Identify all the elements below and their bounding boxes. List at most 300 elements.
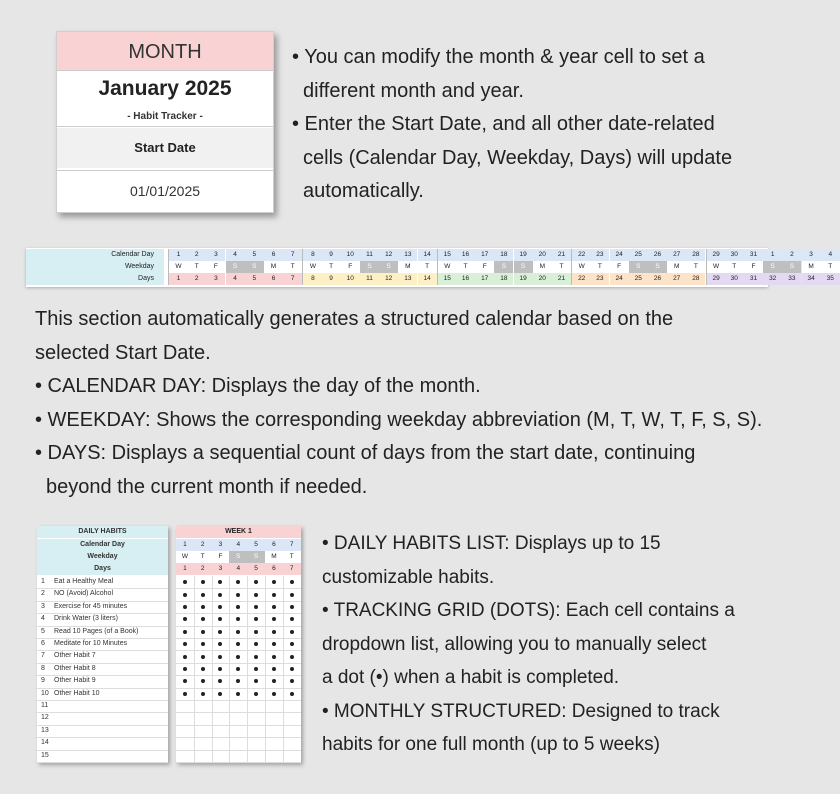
tracking-cell[interactable] bbox=[176, 675, 194, 687]
tracking-cell[interactable] bbox=[194, 712, 212, 724]
strip-weekday: S bbox=[245, 261, 264, 273]
habit-row[interactable] bbox=[37, 712, 168, 725]
tracking-cell[interactable] bbox=[212, 588, 230, 600]
tracking-cell[interactable] bbox=[194, 613, 212, 625]
tracking-cell[interactable] bbox=[212, 712, 230, 724]
strip-calendar-day: 15 bbox=[437, 249, 457, 261]
tracking-cell[interactable] bbox=[265, 750, 283, 762]
habit-row[interactable] bbox=[37, 700, 168, 713]
strip-day: 21 bbox=[552, 273, 571, 285]
grid-day: 5 bbox=[247, 563, 265, 575]
tracking-cell[interactable] bbox=[176, 750, 194, 762]
tracking-cell[interactable] bbox=[265, 588, 283, 600]
tracking-cell[interactable] bbox=[212, 725, 230, 737]
month-year-cell[interactable]: January 2025 bbox=[98, 77, 232, 100]
strip-calendar-day: 9 bbox=[322, 249, 341, 261]
tracking-cell[interactable] bbox=[229, 712, 247, 724]
strip-day: 5 bbox=[245, 273, 264, 285]
habit-number: 10 bbox=[41, 689, 49, 697]
habit-name[interactable]: Drink Water (3 liters) bbox=[54, 615, 118, 623]
grid-day: 1 bbox=[176, 563, 194, 575]
tracking-cell[interactable] bbox=[247, 700, 265, 712]
tracking-cell[interactable] bbox=[176, 638, 194, 650]
strip-day: 6 bbox=[264, 273, 283, 285]
habit-row[interactable] bbox=[37, 750, 168, 763]
strip-calendar-day: 4 bbox=[226, 249, 245, 261]
completion-dot bbox=[236, 630, 240, 634]
daily-habits-title: DAILY HABITS bbox=[37, 526, 168, 538]
instruction-line: • DAILY HABITS LIST: Displays up to 15 bbox=[322, 533, 661, 554]
strip-day: 2 bbox=[187, 273, 206, 285]
habit-row[interactable] bbox=[37, 737, 168, 750]
completion-dot bbox=[201, 655, 205, 659]
tracking-cell[interactable] bbox=[212, 737, 230, 749]
habits-calendar-day-label: Calendar Day bbox=[37, 539, 168, 551]
tracking-cell[interactable] bbox=[265, 675, 283, 687]
tracking-cell[interactable] bbox=[212, 576, 230, 588]
tracking-cell[interactable] bbox=[194, 700, 212, 712]
tracking-cell[interactable] bbox=[265, 688, 283, 700]
tracking-cell[interactable] bbox=[176, 700, 194, 712]
strip-calendar-day: 27 bbox=[667, 249, 686, 261]
tracking-cell[interactable] bbox=[247, 601, 265, 613]
grid-calendar-day: 4 bbox=[229, 539, 247, 551]
habit-name[interactable]: Other Habit 8 bbox=[54, 664, 96, 672]
habits-days-label: Days bbox=[37, 563, 168, 575]
strip-calendar-day: 8 bbox=[302, 249, 322, 261]
tracking-cell[interactable] bbox=[265, 737, 283, 749]
habit-row[interactable] bbox=[37, 675, 168, 688]
habit-number: 4 bbox=[41, 615, 45, 623]
tracking-cell[interactable] bbox=[229, 601, 247, 613]
tracking-cell[interactable] bbox=[247, 626, 265, 638]
strip-calendar-day: 17 bbox=[475, 249, 494, 261]
tracking-cell[interactable] bbox=[283, 601, 301, 613]
completion-dot bbox=[183, 593, 187, 597]
strip-calendar-day: 16 bbox=[456, 249, 475, 261]
week-header: WEEK 1 bbox=[176, 526, 301, 538]
completion-dot bbox=[254, 630, 258, 634]
tracking-cell[interactable] bbox=[194, 601, 212, 613]
instruction-line: different month and year. bbox=[303, 79, 524, 102]
completion-dot bbox=[201, 630, 205, 634]
strip-calendar-day: 6 bbox=[264, 249, 283, 261]
tracking-cell[interactable] bbox=[176, 613, 194, 625]
tracking-cell[interactable] bbox=[265, 626, 283, 638]
tracking-cell[interactable] bbox=[265, 576, 283, 588]
grid-calendar-day: 2 bbox=[194, 539, 212, 551]
start-date-input[interactable]: 01/01/2025 bbox=[57, 170, 273, 211]
grid-weekday: T bbox=[283, 551, 301, 563]
habit-tracker-subtitle: - Habit Tracker - bbox=[57, 108, 273, 127]
strip-day: 20 bbox=[533, 273, 552, 285]
strip-weekday: M bbox=[398, 261, 417, 273]
habit-number: 7 bbox=[41, 652, 45, 660]
habit-name[interactable]: Other Habit 9 bbox=[54, 677, 96, 685]
completion-dot bbox=[183, 692, 187, 696]
completion-dot bbox=[254, 617, 258, 621]
grid-weekday: W bbox=[176, 551, 194, 563]
strip-weekday: S bbox=[629, 261, 648, 273]
completion-dot bbox=[272, 667, 276, 671]
strip-calendar-day: 4 bbox=[821, 249, 840, 261]
tracking-cell[interactable] bbox=[212, 613, 230, 625]
strip-weekday: W bbox=[437, 261, 457, 273]
strip-calendar-day: 28 bbox=[686, 249, 705, 261]
strip-day: 10 bbox=[341, 273, 360, 285]
tracking-cell[interactable] bbox=[247, 663, 265, 675]
tracking-cell[interactable] bbox=[212, 688, 230, 700]
strip-weekday: T bbox=[821, 261, 840, 273]
description-line: • WEEKDAY: Shows the corresponding weekday abbreviation (M, T, W, T, F, S, S). bbox=[35, 408, 763, 431]
completion-dot bbox=[290, 593, 294, 597]
tracking-cell[interactable] bbox=[283, 700, 301, 712]
tracking-cell[interactable] bbox=[212, 675, 230, 687]
strip-calendar-day: 11 bbox=[360, 249, 379, 261]
completion-dot bbox=[183, 679, 187, 683]
tracking-cell[interactable] bbox=[265, 700, 283, 712]
tracking-cell[interactable] bbox=[283, 626, 301, 638]
tracking-cell[interactable] bbox=[194, 663, 212, 675]
tracking-cell[interactable] bbox=[283, 638, 301, 650]
habit-row[interactable] bbox=[37, 576, 168, 589]
completion-dot bbox=[236, 692, 240, 696]
completion-dot bbox=[254, 605, 258, 609]
strip-weekday: T bbox=[590, 261, 609, 273]
completion-dot bbox=[218, 580, 222, 584]
tracking-cell[interactable] bbox=[265, 638, 283, 650]
tracking-cell[interactable] bbox=[229, 737, 247, 749]
tracking-cell[interactable] bbox=[176, 688, 194, 700]
strip-calendar-day: 3 bbox=[802, 249, 821, 261]
tracking-cell[interactable] bbox=[176, 725, 194, 737]
strip-day: 27 bbox=[667, 273, 686, 285]
strip-weekday: F bbox=[206, 261, 225, 273]
strip-day: 30 bbox=[725, 273, 744, 285]
instruction-line: • TRACKING GRID (DOTS): Each cell contains a bbox=[322, 600, 735, 621]
completion-dot bbox=[290, 667, 294, 671]
tracking-cell[interactable] bbox=[283, 675, 301, 687]
tracking-cell[interactable] bbox=[283, 588, 301, 600]
habit-number: 9 bbox=[41, 677, 45, 685]
tracking-cell[interactable] bbox=[247, 675, 265, 687]
strip-calendar-day: 1 bbox=[763, 249, 782, 261]
tracking-cell[interactable] bbox=[194, 737, 212, 749]
tracking-cell[interactable] bbox=[247, 613, 265, 625]
tracking-cell[interactable] bbox=[283, 576, 301, 588]
instruction-line: cells (Calendar Day, Weekday, Days) will update bbox=[303, 146, 733, 169]
grid-day: 6 bbox=[265, 563, 283, 575]
strip-calendar-day: 3 bbox=[206, 249, 225, 261]
habit-row[interactable] bbox=[37, 663, 168, 676]
completion-dot bbox=[290, 630, 294, 634]
strip-day: 16 bbox=[456, 273, 475, 285]
completion-dot bbox=[272, 655, 276, 659]
strip-calendar-day: 2 bbox=[782, 249, 801, 261]
tracking-cell[interactable] bbox=[194, 626, 212, 638]
strip-day: 12 bbox=[379, 273, 398, 285]
tracking-cell[interactable] bbox=[283, 688, 301, 700]
tracking-cell[interactable] bbox=[283, 725, 301, 737]
tracking-cell[interactable] bbox=[247, 588, 265, 600]
completion-dot bbox=[183, 580, 187, 584]
tracking-cell[interactable] bbox=[283, 663, 301, 675]
habit-name[interactable]: Eat a Healthy Meal bbox=[54, 578, 114, 585]
instruction-line: dropdown list, allowing you to manually select bbox=[322, 633, 707, 655]
habit-name[interactable]: NO (Avoid) Alcohol bbox=[54, 590, 114, 598]
grid-weekday: M bbox=[265, 551, 283, 563]
tracking-cell[interactable] bbox=[212, 663, 230, 675]
tracking-cell[interactable] bbox=[194, 638, 212, 650]
completion-dot bbox=[254, 593, 258, 597]
habit-number: 14 bbox=[41, 739, 49, 747]
completion-dot bbox=[201, 679, 205, 683]
tracking-cell[interactable] bbox=[265, 725, 283, 737]
strip-weekday: M bbox=[802, 261, 821, 273]
description-line: • CALENDAR DAY: Displays the day of the month. bbox=[35, 375, 481, 397]
tracking-cell[interactable] bbox=[265, 650, 283, 662]
tracking-cell[interactable] bbox=[247, 712, 265, 724]
strip-day: 17 bbox=[475, 273, 494, 285]
completion-dot bbox=[254, 692, 258, 696]
strip-day: 34 bbox=[802, 273, 821, 285]
completion-dot bbox=[290, 617, 294, 621]
completion-dot bbox=[254, 580, 258, 584]
grid-calendar-day: 5 bbox=[247, 539, 265, 551]
strip-weekday: F bbox=[341, 261, 360, 273]
strip-day: 33 bbox=[782, 273, 801, 285]
habit-name[interactable]: Other Habit 10 bbox=[54, 689, 100, 697]
tracking-cell[interactable] bbox=[247, 650, 265, 662]
tracking-cell[interactable] bbox=[283, 737, 301, 749]
habit-number: 1 bbox=[41, 578, 45, 585]
start-date-label: Start Date bbox=[57, 128, 273, 168]
tracking-cell[interactable] bbox=[229, 750, 247, 762]
completion-dot bbox=[236, 593, 240, 597]
tracking-cell[interactable] bbox=[176, 712, 194, 724]
strip-weekday: F bbox=[744, 261, 763, 273]
tracking-cell[interactable] bbox=[247, 737, 265, 749]
completion-dot bbox=[254, 642, 258, 646]
habits-weekday-label: Weekday bbox=[37, 551, 168, 563]
strip-weekday: T bbox=[725, 261, 744, 273]
strip-day: 31 bbox=[744, 273, 763, 285]
month-card bbox=[56, 31, 274, 213]
tracking-cell[interactable] bbox=[229, 663, 247, 675]
completion-dot bbox=[201, 605, 205, 609]
daily-habits-list bbox=[37, 526, 168, 763]
tracking-cell[interactable] bbox=[194, 688, 212, 700]
description-line: • DAYS: Displays a sequential count of days from the start date, continuing bbox=[35, 442, 696, 464]
habit-name[interactable]: Exercise for 45 minutes bbox=[54, 602, 128, 610]
tracking-cell[interactable] bbox=[247, 725, 265, 737]
tracking-cell[interactable] bbox=[229, 725, 247, 737]
tracking-cell[interactable] bbox=[247, 688, 265, 700]
strip-weekday: T bbox=[456, 261, 475, 273]
tracking-cell[interactable] bbox=[283, 650, 301, 662]
tracking-cell[interactable] bbox=[229, 613, 247, 625]
completion-dot bbox=[218, 655, 222, 659]
habit-number: 5 bbox=[41, 627, 45, 635]
strip-day: 14 bbox=[418, 273, 437, 285]
strip-weekday: S bbox=[648, 261, 667, 273]
tracking-cell[interactable] bbox=[247, 576, 265, 588]
strip-weekday: W bbox=[302, 261, 322, 273]
habit-name[interactable]: Meditate for 10 Minutes bbox=[54, 640, 128, 647]
tracking-cell[interactable] bbox=[229, 638, 247, 650]
strip-day: 22 bbox=[571, 273, 591, 285]
tracking-cell[interactable] bbox=[283, 712, 301, 724]
tracking-cell[interactable] bbox=[212, 650, 230, 662]
strip-calendar-day: 7 bbox=[283, 249, 302, 261]
strip-weekday: M bbox=[533, 261, 552, 273]
strip-day: 32 bbox=[763, 273, 782, 285]
completion-dot bbox=[218, 605, 222, 609]
tracking-cell[interactable] bbox=[176, 663, 194, 675]
completion-dot bbox=[272, 642, 276, 646]
tracking-cell[interactable] bbox=[176, 737, 194, 749]
completion-dot bbox=[218, 593, 222, 597]
instruction-line: • You can modify the month & year cell to set a bbox=[292, 46, 705, 68]
habit-row[interactable] bbox=[37, 638, 168, 651]
habit-row[interactable] bbox=[37, 613, 168, 626]
strip-day: 15 bbox=[437, 273, 457, 285]
tracking-cell[interactable] bbox=[194, 576, 212, 588]
habit-number: 12 bbox=[41, 714, 49, 722]
completion-dot bbox=[272, 605, 276, 609]
tracking-cell[interactable] bbox=[176, 601, 194, 613]
grid-weekday: F bbox=[212, 551, 230, 563]
grid-day: 4 bbox=[229, 563, 247, 575]
completion-dot bbox=[218, 667, 222, 671]
tracking-cell[interactable] bbox=[265, 613, 283, 625]
tracking-cell[interactable] bbox=[194, 725, 212, 737]
calendar-description bbox=[35, 303, 762, 504]
tracking-cell[interactable] bbox=[283, 613, 301, 625]
strip-calendar-day: 24 bbox=[610, 249, 629, 261]
completion-dot bbox=[201, 692, 205, 696]
completion-dot bbox=[236, 655, 240, 659]
grid-calendar-day: 7 bbox=[283, 539, 301, 551]
tracking-cell[interactable] bbox=[229, 588, 247, 600]
tracking-cell[interactable] bbox=[176, 650, 194, 662]
tracking-cell[interactable] bbox=[247, 638, 265, 650]
tracking-cell[interactable] bbox=[265, 601, 283, 613]
habit-row[interactable] bbox=[37, 688, 168, 701]
tracking-cell[interactable] bbox=[194, 750, 212, 762]
grid-weekday: T bbox=[194, 551, 212, 563]
tracking-cell[interactable] bbox=[194, 588, 212, 600]
habit-name[interactable]: Other Habit 7 bbox=[54, 652, 96, 660]
completion-dot bbox=[272, 679, 276, 683]
habit-number: 6 bbox=[41, 640, 45, 647]
tracking-cell[interactable] bbox=[176, 588, 194, 600]
tracking-cell[interactable] bbox=[247, 750, 265, 762]
tracking-cell[interactable] bbox=[212, 700, 230, 712]
instruction-line: habits for one full month (up to 5 weeks) bbox=[322, 734, 660, 755]
completion-dot bbox=[290, 692, 294, 696]
habit-number: 2 bbox=[41, 590, 45, 598]
strip-weekday: W bbox=[168, 261, 188, 273]
completion-dot bbox=[218, 679, 222, 683]
habit-name[interactable]: Read 10 Pages (of a Book) bbox=[54, 627, 139, 635]
strip-day: 3 bbox=[206, 273, 225, 285]
strip-weekday: W bbox=[706, 261, 726, 273]
month-instructions bbox=[292, 41, 732, 209]
strip-weekday: S bbox=[379, 261, 398, 273]
completion-dot bbox=[290, 679, 294, 683]
strip-weekday: T bbox=[187, 261, 206, 273]
habit-row[interactable] bbox=[37, 725, 168, 738]
completion-dot bbox=[290, 655, 294, 659]
habit-number: 8 bbox=[41, 664, 45, 672]
strip-day: 24 bbox=[610, 273, 629, 285]
tracking-cell[interactable] bbox=[229, 700, 247, 712]
habit-row[interactable] bbox=[37, 650, 168, 663]
strip-calendar-day: 20 bbox=[533, 249, 552, 261]
strip-calendar-day: 30 bbox=[725, 249, 744, 261]
completion-dot bbox=[236, 679, 240, 683]
tracking-cell[interactable] bbox=[229, 650, 247, 662]
instruction-line: • MONTHLY STRUCTURED: Designed to track bbox=[322, 700, 720, 722]
strip-weekday: T bbox=[418, 261, 437, 273]
tracking-cell[interactable] bbox=[212, 750, 230, 762]
completion-dot bbox=[236, 642, 240, 646]
completion-dot bbox=[254, 655, 258, 659]
habit-row[interactable] bbox=[37, 588, 168, 601]
instruction-line: • Enter the Start Date, and all other date-related bbox=[292, 113, 715, 135]
tracking-cell[interactable] bbox=[229, 626, 247, 638]
strip-weekday: S bbox=[494, 261, 513, 273]
tracking-cell[interactable] bbox=[229, 576, 247, 588]
strip-calendar-day: 14 bbox=[418, 249, 437, 261]
strip-calendar-day: 22 bbox=[571, 249, 591, 261]
tracking-cell[interactable] bbox=[265, 663, 283, 675]
tracking-cell[interactable] bbox=[194, 675, 212, 687]
calendar-day-label: Calendar Day bbox=[26, 249, 164, 261]
tracking-cell[interactable] bbox=[283, 750, 301, 762]
strip-calendar-day: 31 bbox=[744, 249, 763, 261]
tracking-cell[interactable] bbox=[229, 688, 247, 700]
tracking-cell[interactable] bbox=[265, 712, 283, 724]
strip-day: 13 bbox=[398, 273, 417, 285]
description-line: beyond the current month if needed. bbox=[46, 475, 368, 498]
strip-day: 18 bbox=[494, 273, 513, 285]
tracking-grid bbox=[176, 526, 301, 763]
tracking-cell[interactable] bbox=[194, 650, 212, 662]
strip-day: 9 bbox=[322, 273, 341, 285]
month-header: MONTH bbox=[57, 32, 273, 71]
completion-dot bbox=[183, 605, 187, 609]
habit-row[interactable] bbox=[37, 626, 168, 639]
tracking-cell[interactable] bbox=[212, 601, 230, 613]
strip-day: 23 bbox=[590, 273, 609, 285]
completion-dot bbox=[254, 667, 258, 671]
strip-weekday: M bbox=[264, 261, 283, 273]
tracking-cell[interactable] bbox=[212, 626, 230, 638]
completion-dot bbox=[218, 692, 222, 696]
strip-calendar-day: 21 bbox=[552, 249, 571, 261]
tracking-cell[interactable] bbox=[176, 576, 194, 588]
habit-row[interactable] bbox=[37, 601, 168, 614]
completion-dot bbox=[201, 617, 205, 621]
tracking-cell[interactable] bbox=[176, 626, 194, 638]
tracking-cell[interactable] bbox=[212, 638, 230, 650]
tracking-cell[interactable] bbox=[229, 675, 247, 687]
completion-dot bbox=[290, 580, 294, 584]
completion-dot bbox=[290, 642, 294, 646]
strip-weekday: S bbox=[514, 261, 533, 273]
